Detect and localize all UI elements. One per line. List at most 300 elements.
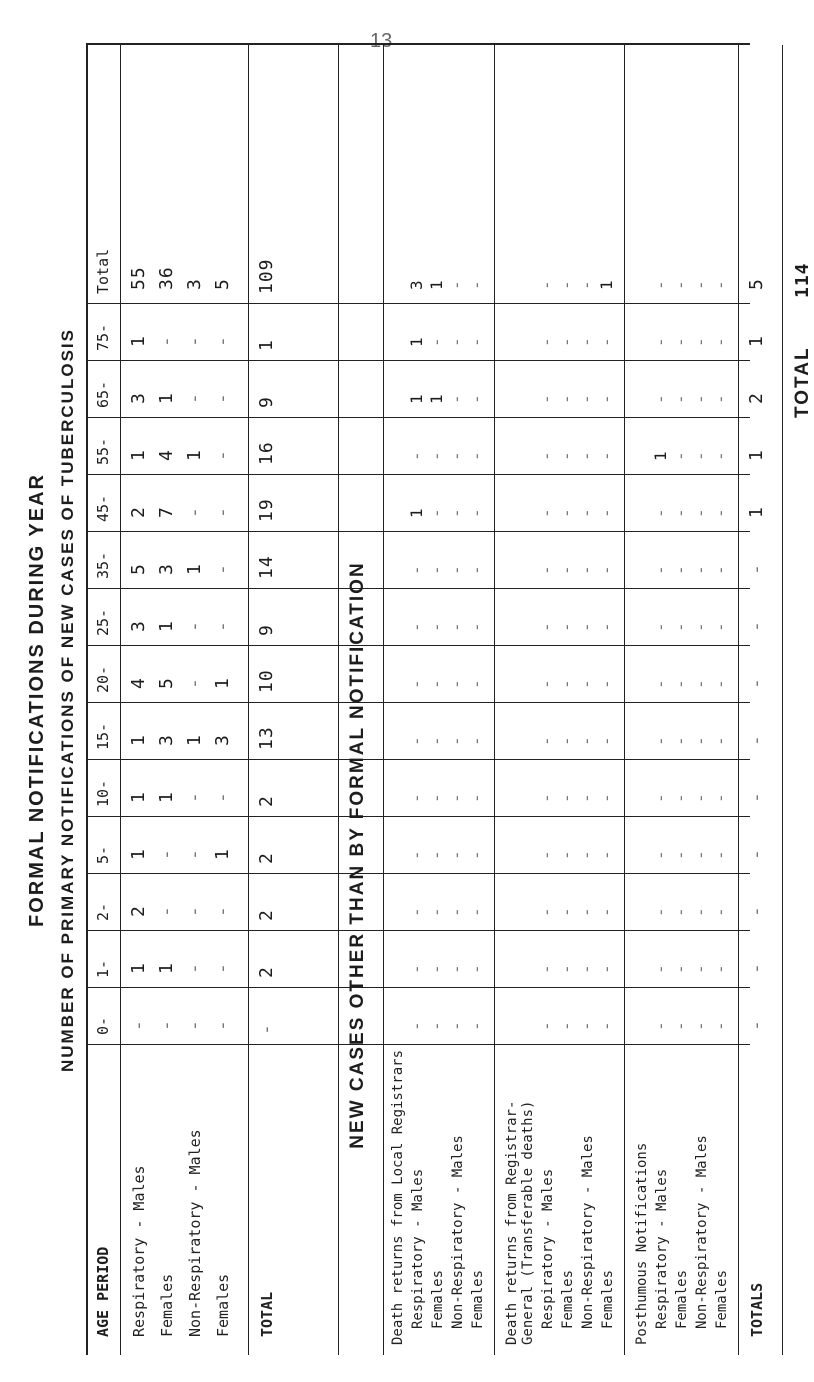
death-local-cell: - — [447, 792, 466, 803]
death-local-cell: - — [427, 507, 446, 518]
death-general-cell: - — [577, 678, 596, 689]
death-local-cell: - — [447, 450, 466, 461]
death-general-cell: - — [557, 393, 576, 404]
posthumous-cell: - — [651, 963, 670, 974]
other-total-cell: - — [746, 962, 767, 974]
posthumous-row-label: Females — [674, 1269, 690, 1329]
posthumous-cell: - — [651, 792, 670, 803]
posthumous-title: Posthumous Notifications — [634, 1142, 650, 1345]
formal-cell: 7 — [156, 506, 177, 518]
column-header-7: 25- — [94, 608, 112, 636]
death-general-cell: - — [577, 279, 596, 290]
death-local-cell: - — [427, 564, 446, 575]
death-general-cell: - — [577, 507, 596, 518]
posthumous-cell: - — [711, 678, 730, 689]
formal-row-label: Females — [158, 1273, 176, 1337]
death-local-cell: - — [427, 963, 446, 974]
posthumous-cell: - — [711, 279, 730, 290]
page-number: 13 — [370, 30, 393, 52]
other-total-cell: - — [746, 734, 767, 746]
death-local-cell: - — [467, 906, 486, 917]
formal-cell: - — [156, 335, 177, 347]
death-local-cell: - — [427, 450, 446, 461]
death-general-cell: - — [557, 906, 576, 917]
death-local-cell: - — [427, 792, 446, 803]
column-divider — [86, 531, 750, 532]
formal-cell: 1 — [128, 449, 149, 461]
formal-cell: - — [212, 1019, 233, 1031]
death-general-cell: - — [577, 906, 596, 917]
posthumous-cell: - — [711, 507, 730, 518]
column-divider — [86, 759, 750, 760]
formal-cell: 2 — [128, 905, 149, 917]
other-total-cell: - — [746, 905, 767, 917]
death-general-cell: - — [557, 963, 576, 974]
death-general-cell: - — [597, 621, 616, 632]
death-general-cell: - — [537, 621, 556, 632]
death-general-cell: - — [537, 906, 556, 917]
other-total-cell: 2 — [746, 392, 767, 404]
formal-cell: 1 — [184, 734, 205, 746]
formal-cell: - — [212, 620, 233, 632]
death-local-cell: - — [467, 450, 486, 461]
other-total-cell: - — [746, 1019, 767, 1031]
posthumous-cell: - — [691, 1020, 710, 1031]
column-header-12: 75- — [94, 323, 112, 351]
table-grid — [86, 43, 813, 1355]
posthumous-cell: - — [691, 849, 710, 860]
posthumous-cell: - — [711, 963, 730, 974]
posthumous-cell: - — [671, 963, 690, 974]
posthumous-row-label: Non-Respiratory - Males — [694, 1135, 710, 1329]
formal-total-rule — [248, 45, 249, 1355]
formal-cell: 1 — [212, 677, 233, 689]
death-general-cell: - — [557, 792, 576, 803]
section-header — [338, 45, 384, 1355]
formal-total-cell: 109 — [256, 258, 277, 294]
death-general-cell: - — [597, 1020, 616, 1031]
column-header-13: Total — [94, 248, 112, 294]
other-total-cell: - — [746, 620, 767, 632]
posthumous-cell: - — [651, 621, 670, 632]
formal-total-cell: 2 — [256, 795, 277, 807]
posthumous-cell: - — [711, 792, 730, 803]
posthumous-cell: - — [671, 678, 690, 689]
death-general-cell: - — [557, 336, 576, 347]
death-general-cell: - — [537, 336, 556, 347]
other-total-cell: - — [746, 677, 767, 689]
posthumous-cell: - — [691, 906, 710, 917]
posthumous-cell: - — [691, 393, 710, 404]
posthumous-cell: - — [651, 1020, 670, 1031]
formal-total-cell: 1 — [256, 339, 277, 351]
formal-cell: - — [184, 392, 205, 404]
posthumous-cell: - — [691, 678, 710, 689]
posthumous-cell: - — [711, 906, 730, 917]
death-general-cell: - — [577, 393, 596, 404]
death-general-row-label: Females — [600, 1269, 616, 1329]
death-general-cell: - — [537, 279, 556, 290]
death-general-cell: - — [577, 621, 596, 632]
formal-total-cell: 9 — [256, 396, 277, 408]
formal-cell: 1 — [128, 791, 149, 803]
formal-cell: 1 — [156, 791, 177, 803]
formal-cell: - — [212, 506, 233, 518]
formal-total-cell: 10 — [256, 669, 277, 693]
posthumous-cell: - — [691, 450, 710, 461]
formal-cell: 5 — [156, 677, 177, 689]
column-divider — [86, 303, 750, 304]
formal-cell: - — [184, 848, 205, 860]
death-general-row-label: Non-Respiratory - Males — [580, 1135, 596, 1329]
formal-cell: 4 — [156, 449, 177, 461]
death-local-row-label: Females — [470, 1269, 486, 1329]
other-total-cell: 1 — [746, 335, 767, 347]
death-local-cell: - — [407, 621, 426, 632]
formal-cell: 1 — [184, 449, 205, 461]
formal-cell: - — [184, 335, 205, 347]
death-local-cell: 1 — [407, 336, 426, 347]
death-general-cell: - — [597, 849, 616, 860]
death-local-cell: - — [427, 336, 446, 347]
posthumous-cell: - — [651, 678, 670, 689]
posthumous-cell: - — [671, 564, 690, 575]
posthumous-cell: - — [671, 621, 690, 632]
posthumous-cell: - — [671, 393, 690, 404]
formal-cell: 1 — [156, 392, 177, 404]
posthumous-cell: - — [691, 336, 710, 347]
death-local-cell: - — [467, 279, 486, 290]
death-local-cell: - — [467, 678, 486, 689]
death-local-cell: - — [427, 849, 446, 860]
formal-cell: - — [184, 962, 205, 974]
section-title: NEW CASES OTHER THAN BY FORMAL NOTIFICATION — [347, 561, 368, 1149]
death-general-cell: - — [577, 792, 596, 803]
formal-cell: 5 — [128, 563, 149, 575]
posthumous-cell: - — [711, 450, 730, 461]
death-general-row-label: Respiratory - Males — [540, 1168, 556, 1329]
formal-cell: 1 — [128, 734, 149, 746]
death-general-cell: - — [577, 735, 596, 746]
formal-total-cell: 16 — [256, 441, 277, 465]
posthumous-cell: - — [691, 621, 710, 632]
death-local-cell: - — [447, 735, 466, 746]
grand-total-label: TOTAL — [792, 346, 813, 418]
formal-cell: - — [184, 1019, 205, 1031]
death-local-cell: - — [407, 1020, 426, 1031]
column-divider — [86, 702, 750, 703]
formal-cell: - — [184, 620, 205, 632]
death-general-cell: - — [537, 735, 556, 746]
posthumous-cell: - — [691, 279, 710, 290]
death-general-cell: - — [557, 279, 576, 290]
formal-cell: 1 — [156, 620, 177, 632]
formal-cell: 2 — [128, 506, 149, 518]
death-general-cell: - — [537, 564, 556, 575]
formal-total-cell: 14 — [256, 555, 277, 579]
formal-cell: 1 — [212, 848, 233, 860]
posthumous-cell: - — [711, 1020, 730, 1031]
death-general-cell: - — [557, 450, 576, 461]
death-local-cell: - — [407, 963, 426, 974]
formal-cell: - — [156, 848, 177, 860]
formal-total-cell: - — [256, 1023, 277, 1035]
column-header-5: 15- — [94, 722, 112, 750]
formal-cell: - — [128, 1019, 149, 1031]
other-total-cell: - — [746, 563, 767, 575]
death-local-cell: - — [447, 906, 466, 917]
death-local-cell: - — [467, 564, 486, 575]
death-general-cell: - — [557, 678, 576, 689]
death-general-cell: - — [577, 564, 596, 575]
posthumous-cell: - — [671, 507, 690, 518]
formal-cell: 1 — [128, 848, 149, 860]
death-general-title: Death returns from Registrar-General (Transferable deaths) — [504, 1100, 536, 1345]
death-local-cell: - — [427, 621, 446, 632]
death-general-cell: - — [557, 1020, 576, 1031]
death-general-cell: - — [597, 507, 616, 518]
death-general-cell: - — [537, 507, 556, 518]
grand-total-rule — [782, 45, 783, 1355]
posthumous-cell: - — [651, 849, 670, 860]
column-header-6: 20- — [94, 665, 112, 693]
formal-cell: - — [212, 563, 233, 575]
death-local-cell: - — [407, 735, 426, 746]
death-local-cell: - — [407, 792, 426, 803]
posthumous-row-label: Respiratory - Males — [654, 1168, 670, 1329]
posthumous-cell: - — [671, 792, 690, 803]
death-local-cell: 3 — [407, 279, 426, 290]
death-local-cell: - — [447, 564, 466, 575]
formal-cell: 3 — [156, 563, 177, 575]
death-general-cell: - — [537, 963, 556, 974]
death-general-cell: - — [577, 450, 596, 461]
formal-total-cell: 9 — [256, 624, 277, 636]
death-general-cell: - — [597, 678, 616, 689]
death-local-cell: - — [447, 393, 466, 404]
death-local-cell: - — [467, 735, 486, 746]
posthumous-cell: - — [651, 279, 670, 290]
death-general-cell: - — [557, 849, 576, 860]
death-local-cell: - — [427, 735, 446, 746]
death-general-cell: - — [597, 792, 616, 803]
other-total-cell: 1 — [746, 506, 767, 518]
death-local-cell: - — [427, 906, 446, 917]
death-general-cell: - — [597, 735, 616, 746]
formal-cell: - — [184, 905, 205, 917]
death-local-cell: - — [407, 906, 426, 917]
posthumous-cell: - — [671, 279, 690, 290]
column-divider — [86, 588, 750, 589]
death-general-cell: - — [597, 963, 616, 974]
death-local-cell: 1 — [407, 393, 426, 404]
death-local-cell: - — [447, 507, 466, 518]
column-divider — [86, 930, 750, 931]
age-period-header: AGE PERIOD — [94, 1246, 112, 1337]
other-total-cell: 5 — [746, 278, 767, 290]
death-local-title: Death returns from Local Registrars — [390, 1049, 406, 1345]
death-local-cell: - — [447, 1020, 466, 1031]
death-local-cell: - — [467, 336, 486, 347]
column-header-11: 65- — [94, 380, 112, 408]
posthumous-cell: - — [671, 450, 690, 461]
death-general-cell: 1 — [597, 279, 616, 290]
death-local-cell: - — [427, 678, 446, 689]
death-general-cell: - — [577, 1020, 596, 1031]
column-divider — [86, 417, 750, 418]
formal-cell: 4 — [128, 677, 149, 689]
formal-cell: 3 — [128, 620, 149, 632]
column-divider — [86, 1044, 750, 1045]
posthumous-cell: - — [651, 507, 670, 518]
formal-cell: - — [212, 905, 233, 917]
column-header-3: 5- — [94, 845, 112, 864]
posthumous-cell: - — [691, 792, 710, 803]
posthumous-cell: - — [711, 621, 730, 632]
death-general-cell: - — [537, 1020, 556, 1031]
death-general-cell: - — [557, 735, 576, 746]
header-rule — [120, 45, 121, 1355]
formal-cell: 3 — [156, 734, 177, 746]
tuberculosis-notification-table — [20, 45, 813, 1355]
posthumous-cell: - — [671, 336, 690, 347]
death-general-cell: - — [597, 450, 616, 461]
posthumous-cell: - — [671, 735, 690, 746]
formal-cell: - — [212, 791, 233, 803]
death-general-cell: - — [597, 393, 616, 404]
death-local-cell: - — [467, 621, 486, 632]
formal-cell: 1 — [128, 335, 149, 347]
formal-total-cell: 2 — [256, 852, 277, 864]
death-local-cell: - — [407, 450, 426, 461]
death-general-cell: - — [557, 564, 576, 575]
death-local-cell: 1 — [407, 507, 426, 518]
formal-cell: 1 — [156, 962, 177, 974]
formal-cell: 3 — [184, 278, 205, 290]
death-local-cell: - — [447, 678, 466, 689]
other-total-cell: - — [746, 791, 767, 803]
formal-cell: 1 — [184, 563, 205, 575]
column-divider — [86, 360, 750, 361]
other-total-cell: - — [746, 848, 767, 860]
death-general-rule — [624, 45, 625, 1355]
death-general-cell: - — [577, 336, 596, 347]
formal-total-cell: 2 — [256, 966, 277, 978]
posthumous-cell: - — [711, 849, 730, 860]
posthumous-cell: - — [651, 336, 670, 347]
death-general-cell: - — [557, 507, 576, 518]
death-general-row-label: Females — [560, 1269, 576, 1329]
death-general-cell: - — [577, 963, 596, 974]
posthumous-cell: - — [711, 735, 730, 746]
formal-cell: - — [184, 791, 205, 803]
death-general-cell: - — [577, 849, 596, 860]
death-general-cell: - — [597, 336, 616, 347]
posthumous-cell: - — [691, 507, 710, 518]
death-general-cell: - — [557, 621, 576, 632]
death-general-cell: - — [537, 393, 556, 404]
title-line-2: NUMBER OF PRIMARY NOTIFICATIONS OF NEW CASES OF TUBERCULOSIS — [58, 328, 77, 1072]
posthumous-rule — [738, 45, 739, 1355]
formal-row-label: Females — [214, 1273, 232, 1337]
column-header-1: 1- — [94, 959, 112, 978]
death-general-cell: - — [597, 906, 616, 917]
posthumous-cell: - — [711, 564, 730, 575]
column-divider — [86, 987, 750, 988]
posthumous-cell: - — [651, 735, 670, 746]
column-header-10: 55- — [94, 437, 112, 465]
formal-cell: 1 — [128, 962, 149, 974]
column-divider — [86, 873, 750, 874]
column-header-0: 0- — [94, 1016, 112, 1035]
formal-row-label: Respiratory - Males — [130, 1165, 148, 1337]
death-local-cell: - — [467, 393, 486, 404]
death-local-cell: - — [467, 849, 486, 860]
death-local-row-label: Respiratory - Males — [410, 1168, 426, 1329]
other-total-cell: 1 — [746, 449, 767, 461]
other-totals-label: TOTALS — [748, 1282, 766, 1337]
death-general-cell: - — [597, 564, 616, 575]
death-local-cell: - — [407, 678, 426, 689]
posthumous-cell: 1 — [651, 450, 670, 461]
formal-cell: 3 — [128, 392, 149, 404]
formal-total-label: TOTAL — [258, 1291, 276, 1337]
death-local-cell: 1 — [427, 393, 446, 404]
death-general-cell: - — [537, 678, 556, 689]
posthumous-row-label: Females — [714, 1269, 730, 1329]
column-divider — [86, 474, 750, 475]
formal-total-cell: 2 — [256, 909, 277, 921]
posthumous-cell: - — [691, 564, 710, 575]
column-header-8: 35- — [94, 551, 112, 579]
formal-cell: - — [184, 506, 205, 518]
formal-cell: - — [156, 905, 177, 917]
death-general-cell: - — [537, 849, 556, 860]
title-line-1: FORMAL NOTIFICATIONS DURING YEAR — [26, 473, 48, 927]
formal-cell: - — [184, 677, 205, 689]
formal-cell: 55 — [128, 266, 149, 290]
death-local-cell: - — [427, 1020, 446, 1031]
death-local-cell: - — [447, 336, 466, 347]
formal-cell: 3 — [212, 734, 233, 746]
column-divider — [86, 645, 750, 646]
death-local-cell: - — [407, 849, 426, 860]
grand-total-value: 114 — [792, 262, 813, 298]
death-local-rule — [494, 45, 495, 1355]
death-local-row-label: Non-Respiratory - Males — [450, 1135, 466, 1329]
posthumous-cell: - — [691, 963, 710, 974]
death-local-cell: 1 — [427, 279, 446, 290]
column-header-2: 2- — [94, 902, 112, 921]
death-local-cell: - — [447, 279, 466, 290]
formal-cell: - — [156, 1019, 177, 1031]
formal-cell: 36 — [156, 266, 177, 290]
formal-cell: - — [212, 392, 233, 404]
column-divider — [86, 816, 750, 817]
death-local-cell: - — [467, 792, 486, 803]
death-local-cell: - — [467, 963, 486, 974]
formal-total-cell: 19 — [256, 498, 277, 522]
death-local-cell: - — [467, 507, 486, 518]
posthumous-cell: - — [651, 393, 670, 404]
formal-total-cell: 13 — [256, 726, 277, 750]
death-local-cell: - — [447, 963, 466, 974]
formal-cell: - — [212, 962, 233, 974]
death-general-cell: - — [537, 792, 556, 803]
table-title — [20, 45, 88, 1355]
posthumous-cell: - — [671, 849, 690, 860]
death-local-cell: - — [467, 1020, 486, 1031]
